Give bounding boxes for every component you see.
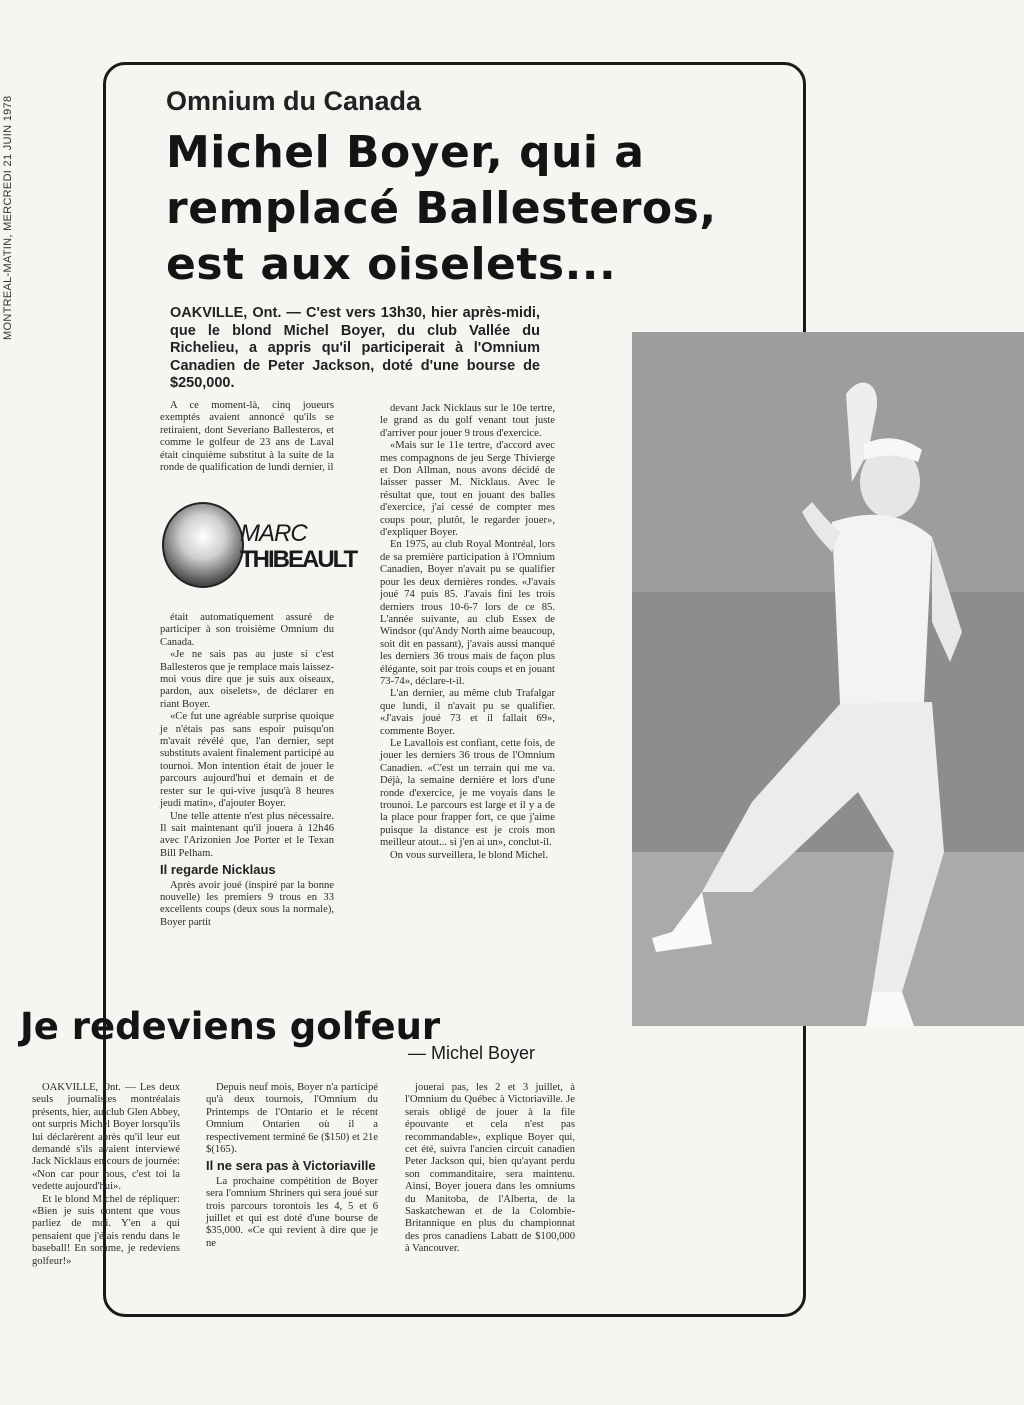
author-first-name: MARC [240, 520, 307, 547]
paragraph: A ce moment-là, cinq joueurs exemptés avaient annoncé qu'ils se retiraient, dont Severiano Ballesteros, et comme le golfeur de 23 ans de Laval était cinquième substitut à la suite de la ronde de qualification de lundi dernier, il [160, 400, 334, 474]
author-last-name: THIBEAULT [240, 546, 357, 573]
article-column-1 [160, 612, 334, 929]
author-byline [162, 500, 357, 588]
paragraph: «Ce fut une agréable surprise quoique je n'étais pas sans espoir puisqu'on m'avait révélé que, l'an dernier, sept substituts avaient finalement participé au tournoi. Mon intention était de jouer le parcours aujourd'hui et demain et de rester sur le qui-vive jusqu'à 8 heures jeudi matin», d'ajouter Boyer. [160, 711, 334, 810]
paragraph: Une telle attente n'est plus nécessaire. Il sait maintenant qu'il jouera à 12h46 avec l'Arizonien Joe Porter et le Texan Bill Pelham. [160, 810, 334, 859]
paragraph: jouerai pas, les 2 et 3 juillet, à l'Omnium du Québec à Victoriaville. Je serais obligé de jouer à la file épouvante et cela n'est pas recommandable», explique Boyer qui, cet été, suivra l'ancien circuit canadien Peter Jackson qui, bien qu'ayant perdu son commanditaire, sera maintenu. Ainsi, Boyer jouera dans les omniums du Manitoba, de l'Alberta, de la Saskatchewan et de la Colombie-Britannique en plus du championnat des pros canadiens Labatt de $100,000 à Vancouver. [405, 1082, 575, 1255]
newspaper-edition-line: MONTREAL-MATIN, MERCREDI 21 JUIN 1978 [2, 95, 14, 340]
second-headline-credit: — Michel Boyer [408, 1043, 536, 1063]
paragraph: OAKVILLE, Ont. — Les deux seuls journalistes montréalais présents, hier, au club Glen Abbey, ont surpris Michel Boyer lorsqu'ils lui déclarèrent après qu'il leur eut demandé s'ils avaient interviewé Jack Nicklaus en cours de journée: «Non car pour nous, c'est toi la vedette aujourd'hui». [32, 1082, 180, 1193]
second-headline: Je redeviens golfeur [20, 1005, 441, 1048]
paragraph: «Je ne sais pas au juste si c'est Ballesteros que je remplace mais laissez-moi vous dire que je suis aux oiseaux, pardon, aux oiselets», de déclarer en riant Boyer. [160, 649, 334, 710]
subheading: Il regarde Nicklaus [160, 862, 276, 878]
author-portrait [162, 502, 244, 588]
article-kicker: Omnium du Canada [166, 86, 422, 116]
paragraph: En 1975, au club Royal Montréal, lors de sa première participation à l'Omnium Canadien, Boyer n'avait pu se qualifier pour les deux dernières rondes. «J'avais joué 74 puis 85. J'avais fini les trois derniers trous 10-6-7 lors de ce 85. L'année suivante, au club Essex de Windsor (qu'Andy North aime beaucoup, soit dit en passant), j'avais aussi manqué les derniers 36 trous mais de façon plus élégante, soit par trois coups et en jouant 73-74», déclare-t-il. [380, 539, 555, 687]
article-lede: OAKVILLE, Ont. — C'est vers 13h30, hier après-midi, que le blond Michel Boyer, du club Vallée du Richelieu, a appris qu'il participerait à l'Omnium Canadien de Peter Jackson, doté d'une bourse de $250,000. [170, 305, 540, 391]
article-headline: Michel Boyer, qui a remplacé Ballesteros, est aux oiselets... [166, 127, 717, 290]
paragraph: La prochaine compétition de Boyer sera l'omnium Shriners qui sera joué sur trois parcours torontois les 4, 5 et 6 juillet et qui est doté d'une bourse de $35,000. «Ce qui revient à dire que je ne [206, 1175, 378, 1249]
paragraph: «Mais sur le 11e tertre, d'accord avec mes compagnons de jeu Serge Thivierge et Don Allman, nous avons décidé de laisser passer M. Nicklaus. Avec le résultat que, tout en jouant des balles d'exercice, j'ai cessé de compter mes coups pour, plutôt, le regarder jouer», d'expliquer Boyer. [380, 440, 555, 539]
subheading: Il ne sera pas à Victoriaville [206, 1158, 376, 1174]
paragraph: Le Lavallois est confiant, cette fois, de jouer les derniers 36 trous de l'Omnium Canadien. «C'est un terrain qui me va. Déjà, la semaine dernière et lors d'une ronde d'exercice, je me voyais dans le trounoi. Le parcours est large et il y a de la place pour frapper fort, ce que j'aime puisque la distance est je crois mon meilleur atout... si j'en ai un», conclut-il. [380, 737, 555, 849]
second-column-3 [405, 1082, 575, 1256]
paragraph: On vous surveillera, le blond Michel. [390, 849, 548, 861]
paragraph: était automatiquement assuré de participer à son troisième Omnium du Canada. [160, 612, 334, 648]
paragraph: devant Jack Nicklaus sur le 10e tertre, le grand as du golf venant tout juste d'arriver pour jouer 9 trous d'exercice. [380, 403, 555, 439]
paragraph: Après avoir joué (inspiré par la bonne nouvelle) les premiers 9 trous en 33 excellents coups (deux sous la normale), Boyer partit [160, 879, 334, 928]
golfer-illustration [632, 332, 1024, 1026]
second-column-2 [206, 1082, 378, 1250]
second-column-1 [32, 1082, 180, 1268]
paragraph: L'an dernier, au même club Trafalgar que lundi, il n'avait pu se qualifier. «J'avais joué 73 et il fallait 69», commente Boyer. [380, 688, 555, 737]
paragraph: Et le blond Michel de répliquer: «Bien je suis content que vous parliez de moi. Y'en a qui pensaient que j'étais rendu dans le baseball! En somme, je redeviens golfeur!» [32, 1193, 180, 1267]
paragraph: Depuis neuf mois, Boyer n'a participé qu'à deux tournois, l'Omnium du Printemps de l'Ontario et le récent Omnium Ontarien où il a respectivement terminé 6e ($150) et 21e $(165). [206, 1082, 378, 1156]
golfer-photo [632, 332, 1024, 1026]
article-column-1-top [160, 400, 334, 474]
article-column-2 [380, 403, 555, 862]
